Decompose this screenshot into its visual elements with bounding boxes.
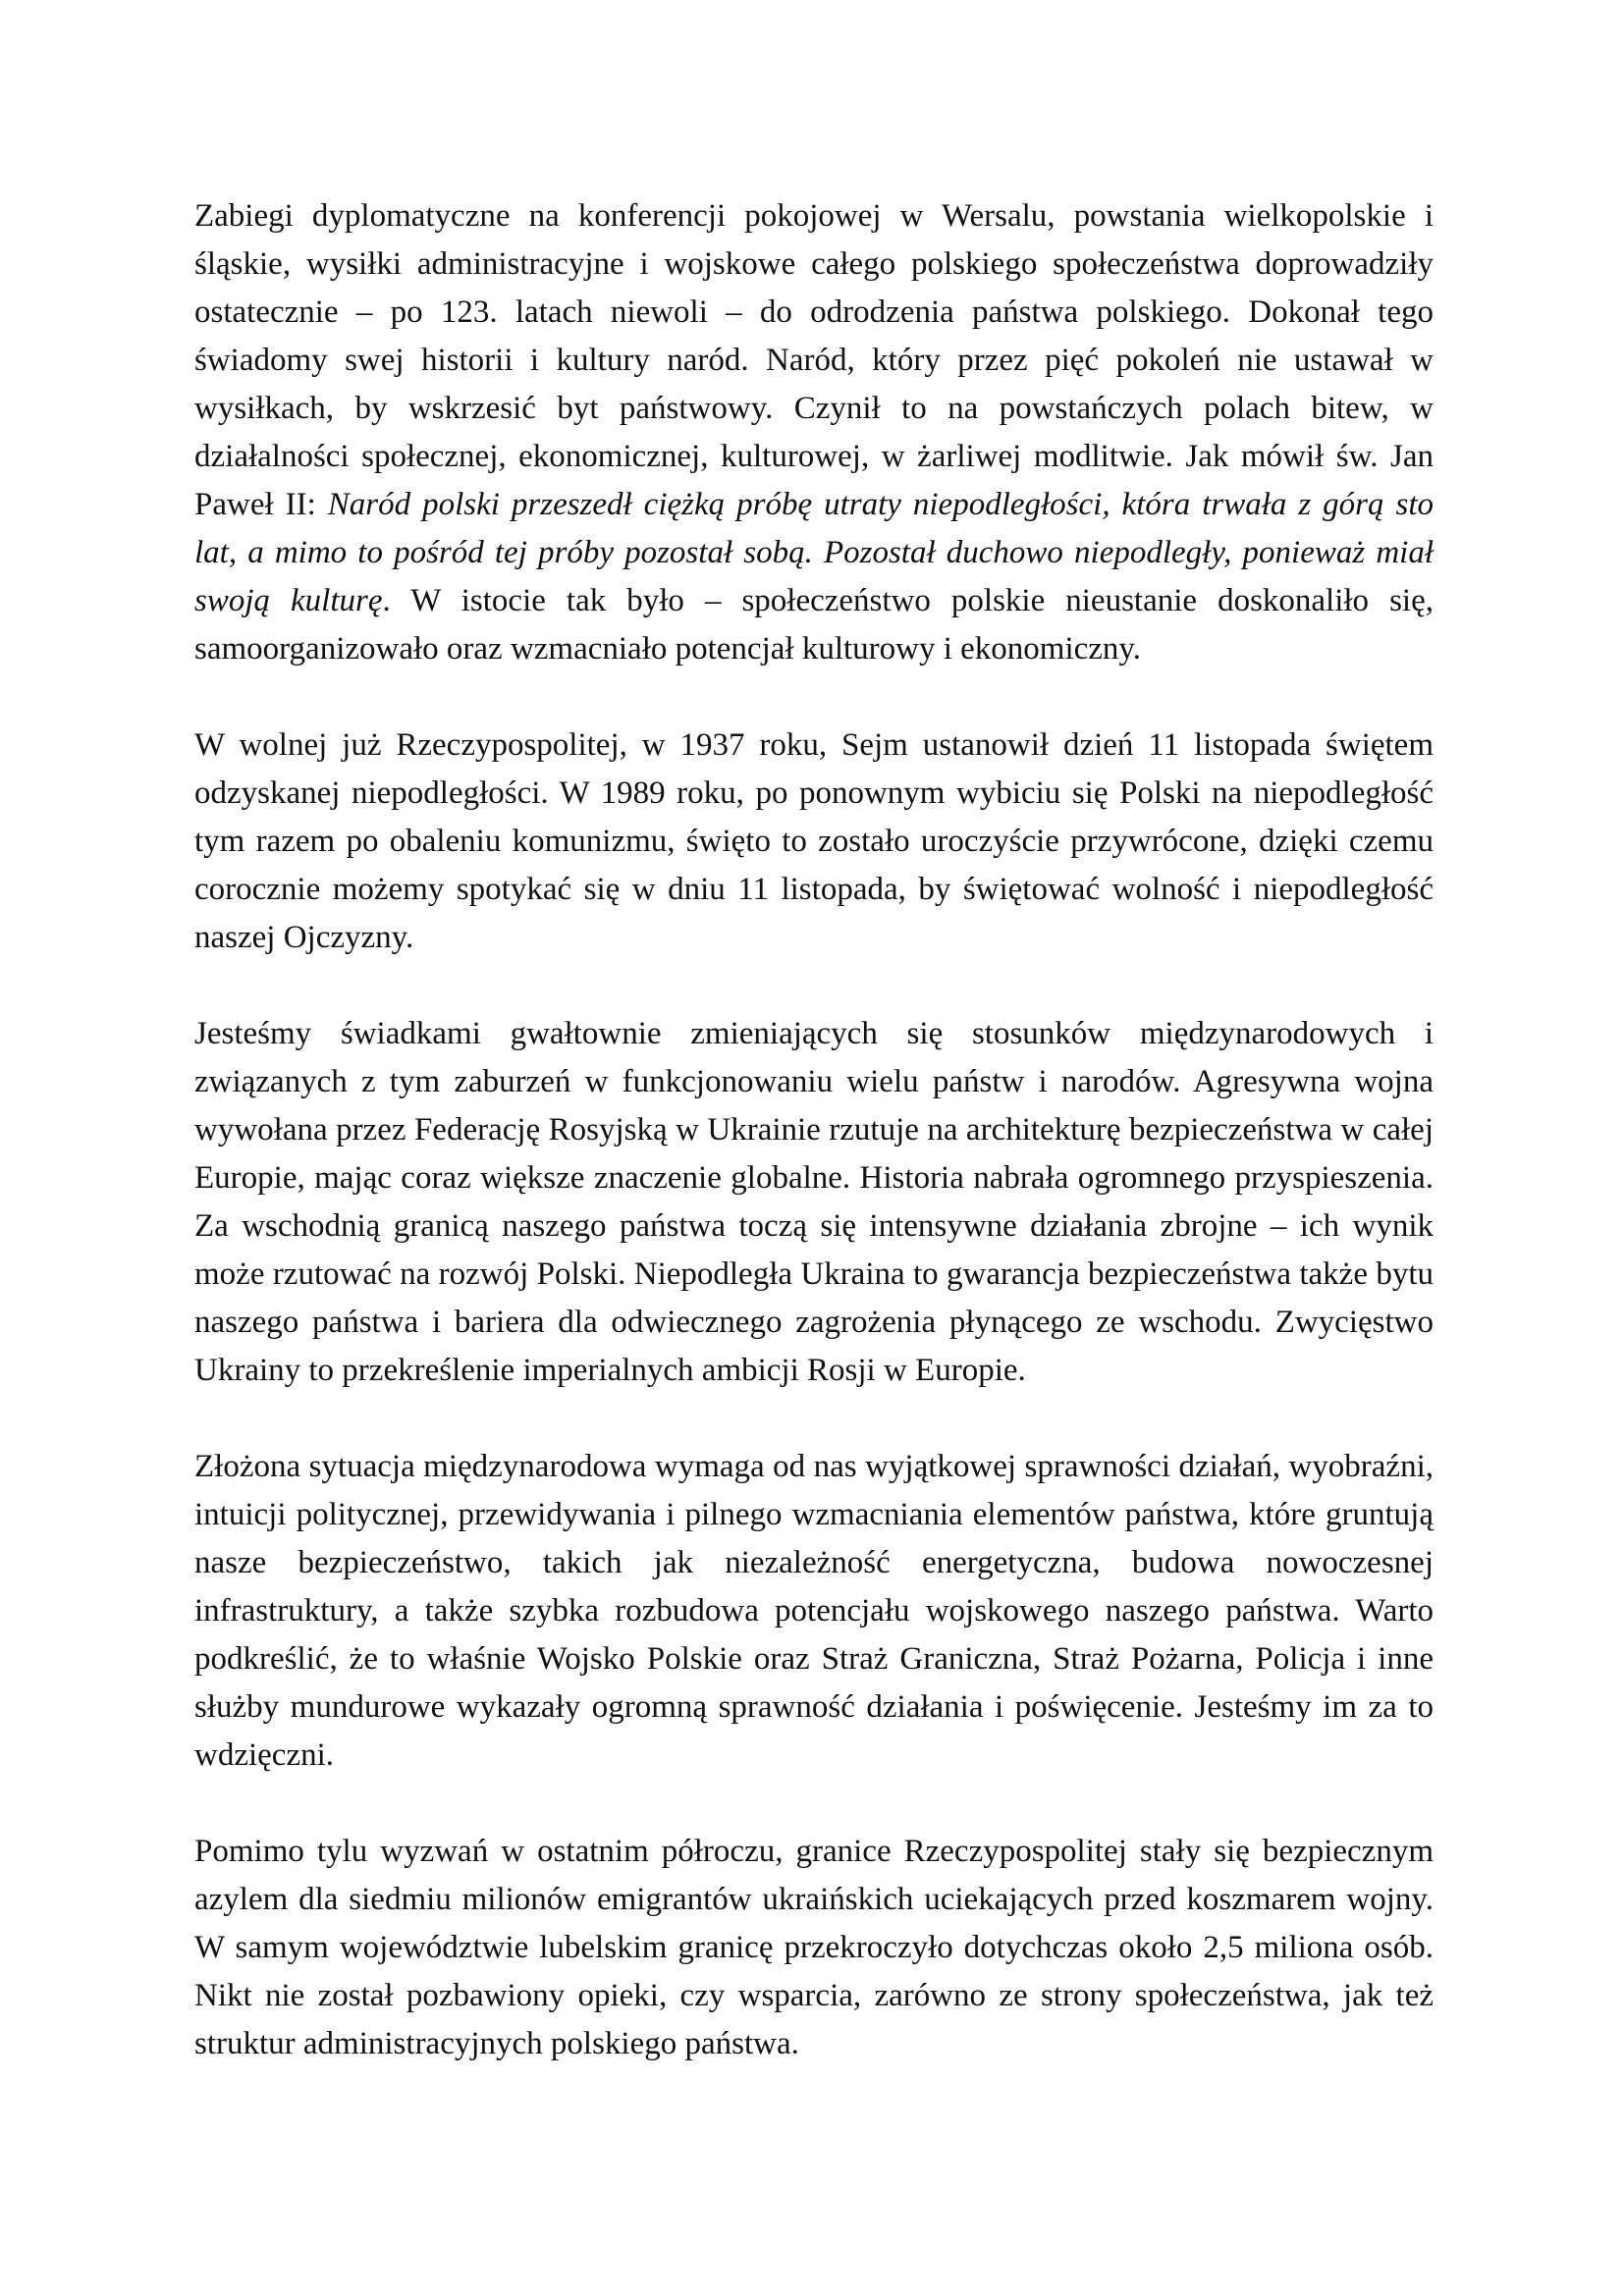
document-body [194, 192, 1434, 2068]
paragraph-2: W wolnej już Rzeczypospolitej, w 1937 roku, Sejm ustanowił dzień 11 listopada świętem odzyskanej niepodległości. W 1989 roku, po ponownym wybiciu się Polski na niepodległość tym razem po obaleniu komunizmu, święto to zostało uroczyście przywrócone, dzięki czemu corocznie możemy spotykać się w dniu 11 listopada, by świętować wolność i niepodległość naszej Ojczyzny. [194, 727, 1434, 955]
paragraph-1-text: Zabiegi dyplomatyczne na konferencji pokojowej w Wersalu, powstania wielkopolskie i śląskie, wysiłki administracyjne i wojskowe całego polskiego społeczeństwa doprowadziły ostatecznie – po 123. latach niewoli – do odrodzenia państwa polskiego. Dokonał tego świadomy swej historii i kultury naród. Naród, który przez pięć pokoleń nie ustawał w wysiłkach, by wskrzesić byt państwowy. Czynił to na powstańczych polach bitew, w działalności społecznej, ekonomicznej, kulturowej, w żarliwej modlitwie. Jak mówił św. Jan Paweł II: [194, 198, 1434, 522]
paragraph-1 [194, 192, 1434, 673]
paragraph-1-text-end: . W istocie tak było – społeczeństwo polskie nieustanie doskonaliło się, samoorganizowało oraz wzmacniało potencjał kulturowy i ekonomiczny. [194, 583, 1434, 667]
john-paul-ii-quote: Naród polski przeszedł ciężką próbę utraty niepodległości, która trwała z górą sto lat, a mimo to pośród tej próby pozostał sobą. Pozostał duchowo niepodległy, ponieważ miał swoją kulturę [194, 487, 1435, 618]
paragraph-5: Pomimo tylu wyzwań w ostatnim półroczu, granice Rzeczypospolitej stały się bezpiecznym azylem dla siedmiu milionów emigrantów ukraińskich uciekających przed koszmarem wojny. W samym województwie lubelskim granicę przekroczyło dotychczas około 2,5 miliona osób. Nikt nie został pozbawiony opieki, czy wsparcia, zarówno ze strony społeczeństwa, jak też struktur administracyjnych polskiego państwa. [194, 1834, 1434, 2061]
paragraph-3: Jesteśmy świadkami gwałtownie zmieniających się stosunków międzynarodowych i związanych z tym zaburzeń w funkcjonowaniu wielu państw i narodów. Agresywna wojna wywołana przez Federację Rosyjską w Ukrainie rzutuje na architekturę bezpieczeństwa w całej Europie, mając coraz większe znaczenie globalne. Historia nabrała ogromnego przyspieszenia. Za wschodnią granicą naszego państwa toczą się intensywne działania zbrojne – ich wynik może rzutować na rozwój Polski. Niepodległa Ukraina to gwarancja bezpieczeństwa także bytu naszego państwa i bariera dla odwiecznego zagrożenia płynącego ze wschodu. Zwycięstwo Ukrainy to przekreślenie imperialnych ambicji Rosji w Europie. [194, 1016, 1434, 1388]
paragraph-4: Złożona sytuacja międzynarodowa wymaga od nas wyjątkowej sprawności działań, wyobraźni, intuicji politycznej, przewidywania i pilnego wzmacniania elementów państwa, które gruntują nasze bezpieczeństwo, takich jak niezależność energetyczna, budowa nowoczesnej infrastruktury, a także szybka rozbudowa potencjału wojskowego naszego państwa. Warto podkreślić, że to właśnie Wojsko Polskie oraz Straż Graniczna, Straż Pożarna, Policja i inne służby mundurowe wykazały ogromną sprawność działania i poświęcenie. Jesteśmy im za to wdzięczni. [194, 1449, 1434, 1773]
